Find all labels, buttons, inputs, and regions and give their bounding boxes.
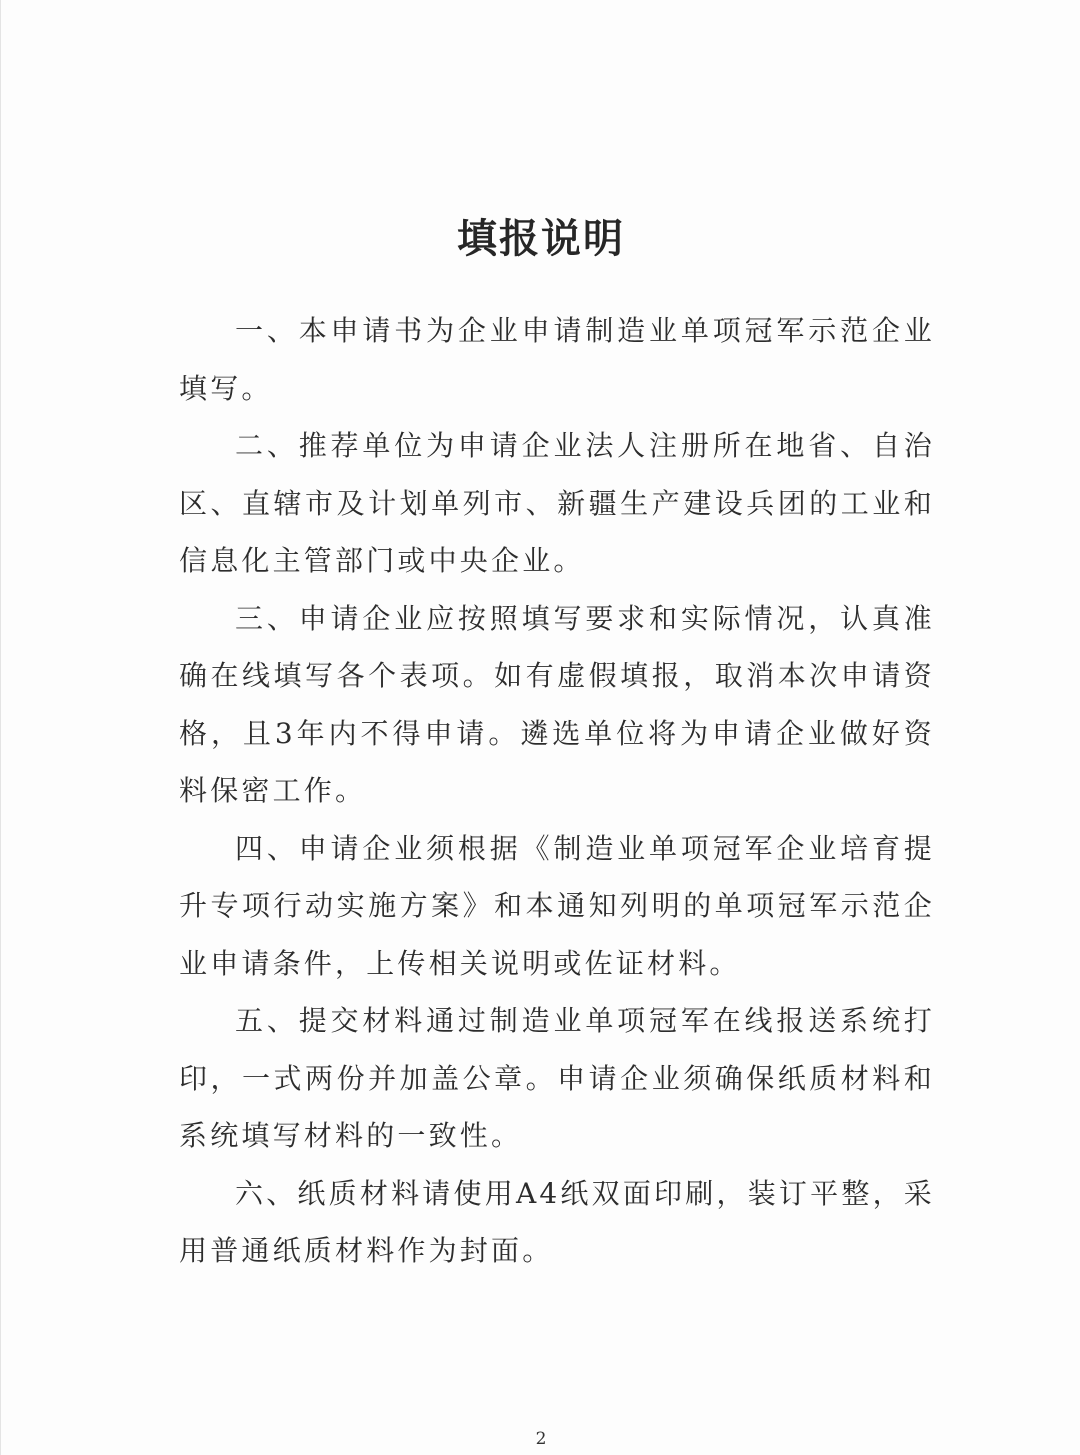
paragraph-5: 五、提交材料通过制造业单项冠军在线报送系统打印，一式两份并加盖公章。申请企业须确保纸质材料和系统填写材料的一致性。 xyxy=(179,1004,935,1152)
paragraph-2: 二、推荐单位为申请企业法人注册所在地省、自治区、直辖市及计划单列市、新疆生产建设兵团的工业和信息化主管部门或中央企业。 xyxy=(179,429,935,577)
paragraph-1: 一、本申请书为企业申请制造业单项冠军示范企业填写。 xyxy=(179,314,935,405)
paragraph-4: 四、申请企业须根据《制造业单项冠军企业培育提升专项行动实施方案》和本通知列明的单项冠军示范企业申请条件，上传相关说明或佐证材料。 xyxy=(179,831,935,980)
paragraph-6: 六、纸质材料请使用A4纸双面印刷，装订平整，采用普通纸质材料作为封面。 xyxy=(179,1176,935,1267)
document-title: 填报说明 xyxy=(457,214,625,262)
page-number: 2 xyxy=(535,1429,547,1449)
document-body xyxy=(179,302,935,1280)
paragraph-3: 三、申请企业应按照填写要求和实际情况，认真准确在线填写各个表项。如有虚假填报，取消本次申请资格，且3年内不得申请。遴选单位将为申请企业做好资料保密工作。 xyxy=(179,601,935,807)
